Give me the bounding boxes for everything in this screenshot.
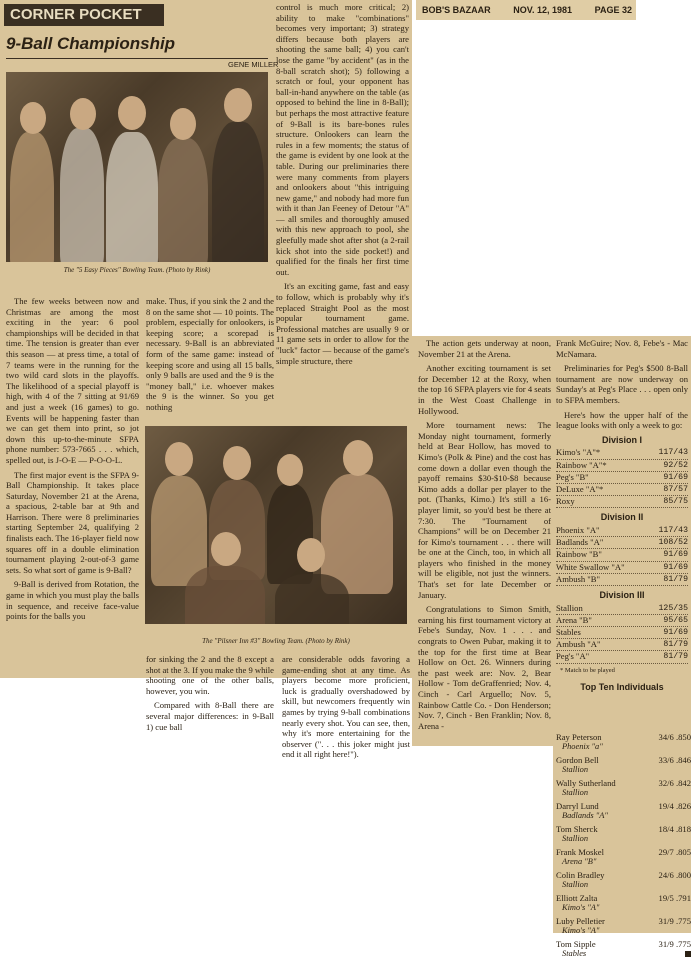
individual-entry [556,939,691,959]
division-1-title: Division I [601,434,642,445]
standings-note: * Match to be played [560,666,615,674]
player-name: Wally Sutherland [556,778,616,788]
bowling-team-photo-1 [6,72,268,262]
paragraph: are considerable odds favoring a game-ending shot at any time. As players become more proficient, luck is gradually overshadowed by skill, but newcomers frequently win games by trying 9-ball combinations nearly every shot. You can see, then, why it's more entertaining for the observer (". . . this joker might just end it all right here!"). [282,654,410,760]
player-team: Phoenix "a" [562,742,603,751]
player-name: Luby Pelletier [556,916,605,926]
player-team: Arena "B" [562,857,597,866]
player-team: Stables [556,949,691,959]
section-kicker: CORNER POCKET [4,4,164,26]
player-stat: 24/6 .800 [658,870,691,880]
player-name: Elliott Zalta [556,893,598,903]
individual-entry [556,870,691,890]
top-ten-title: Top Ten Individuals [580,682,664,693]
player-name: Frank Moskel [556,847,604,857]
player-team: Stallion [562,788,589,797]
paragraph: The action gets underway at noon, November 21 at the Arena. [418,338,551,359]
division-2-title: Division II [600,512,644,523]
article-headline: 9-Ball Championship [6,34,176,53]
individual-entry [556,778,691,798]
player-stat: 31/9 .775 [658,916,691,926]
masthead-date: NOV. 12, 1981 [513,5,572,15]
individual-entry [556,893,691,913]
standings-row: Rainbow "A"* 92/52 [556,460,688,472]
top-ten-list [556,732,691,962]
paragraph: The few weeks between now and Christmas are among the most exciting in the year: 6 pool championships will be decided in that time. The tension is greater than ever this season — at press time, a total of 7 teams were in the running for the two wild card slots in the playoffs. The likelihood of a special playoff is high, with 4 of the 7 sitting at 91/69 and just a week (16 games) to go. Events will be happening faster than we can get them into print, so jot down this up-to-the-minute SFPA phone number: 573-7665 . . . which, spelled out, is J-O-E — P-O-O-L. [6,296,139,465]
individual-entry [556,847,691,867]
player-stat: 19/4 .826 [658,801,691,811]
player-name: Ray Peterson [556,732,602,742]
player-team: Stallion [562,765,589,774]
individual-entry [556,916,691,936]
bowling-team-photo-2 [145,426,407,624]
individual-entry [556,755,691,775]
standings-row: Kimo's "A"* 117/43 [556,447,688,459]
individual-entry [556,801,691,821]
paragraph: 9-Ball is derived from Rotation, the game in which you must play the balls in sequence, and receive face-value points for the balls you [6,579,139,622]
standings-row: DeLuxe "A"* 87/57 [556,484,688,496]
paragraph: Compared with 8-Ball there are several major differences: in 9-Ball 1) cue ball [146,700,274,732]
standings-row: Stallion 125/35 [556,603,688,615]
standings-row: Arena "B" 95/65 [556,615,688,627]
end-mark [685,951,691,957]
standings-row: Peg's "B" 91/69 [556,472,688,484]
standings-row: Peg's "A" 81/79 [556,651,688,663]
player-team: Kimo's "A" [562,903,600,912]
player-team: Badlands "A" [562,811,608,820]
player-stat: 18/4 .818 [658,824,691,834]
standings-row: Ambush "A" 81/79 [556,639,688,651]
article-column-top [276,2,409,370]
standings-row: Roxy 85/75 [556,496,688,508]
article-column-2-continued [146,654,274,933]
individual-entry [556,824,691,844]
paragraph: It's an exciting game, fast and easy to follow, which is probably why it's replaced Straight Pool as the most popular tournament game. Professional matches are usually 9 or 11 game sets in order to allow for the "luck" factor — because of the game's simple structure, there [276,281,409,366]
standings-row: Badlands "A" 108/52 [556,537,688,549]
player-name: Darryl Lund [556,801,599,811]
paragraph: Congratulations to Simon Smith, earning his first tournament victory at Febe's Sunday, Nov. 1 . . . and congrats to Owen Pubar, making it to the top for the first time at Bear Hollow on Oct. 26. Winners during the past week are: Nov. 2, Bear Hollow - Tom deGraffenried; Nov. 4, Cinch - Carl Arguello; Nov. 5, Rainbow Cattle Co. - Don Henderson; Nov. 7, Cinch - Ben Franklin; Nov. 8, Arena - [418,604,551,731]
player-name: Tom Sherck [556,824,598,834]
player-stat: 33/6 .846 [658,755,691,765]
individual-entry [556,732,691,752]
standings-row: Phoenix "A" 117/43 [556,525,688,537]
player-team: Stallion [562,880,589,889]
division-3-title: Division III [599,589,645,600]
player-stat: 19/5 .791 [658,893,691,903]
standings-row: White Swallow "A" 91/69 [556,562,688,574]
article-column-3-continued [282,654,410,764]
standings-table [556,435,688,676]
player-name: Gordon Bell [556,755,599,765]
article-column-1 [6,296,139,626]
headline-rule [6,58,268,59]
paragraph: The first major event is the SFPA 9-Ball Championship. It takes place Saturday, November 21 at the Arena, a spacious, 2-table bar at 9th and Harrison. There were 8 preliminaries starting September 24, qualifying 2 finalists each. The 16-player field now squares off in a double elimination tournament playing 2-out-of-3 game sets. So what sort of game is 9-Ball? [6,469,139,575]
paragraph: More tournament news: The Monday night tournament, formerly held at Bear Hollow, has moved to Kimo's (Polk & Pine) and the cost has come down a dollar even though the payoff remains $30-$10-$8 because Kimo adds a dollar per player to the pot. (Thanks, Kimo.) It's still a 16-player limit, so you'd best be there at 7:30. The "Tournament of Champions" will be on December 21 for Kimo's tournament . . . there will be one at the Cinch, too, in which all players who finished in the money will be eligible, not just the winners. That's set for late December or January. [418,420,551,600]
player-stat: 29/7 .805 [658,847,691,857]
article-column-4 [418,338,551,735]
paragraph: Another exciting tournament is set for December 12 at the Roxy, when the top 16 SFPA players vie for 4 seats in the West Coast Challenge in Hollywood. [418,363,551,416]
photo-1-caption: The "5 Easy Pieces" Bowling Team. (Photo by Rink) [63,266,211,274]
paragraph: Frank McGuire; Nov. 8, Febe's - Mac McNamara. [556,338,688,359]
player-team: Kimo's "A" [562,926,600,935]
paragraph: Here's how the upper half of the league looks with only a week to go: [556,409,688,431]
paragraph: make. Thus, if you sink the 2 and the 8 on the same shot — 10 points. The problem, especially for onlookers, is keeping score; a scorepad is necessary. 9-Ball is an abbreviated form of the same game: instead of keeping score and using all 15 balls, only 9 balls are used and the 9 is the "money ball," i.e. whoever makes the 9 is the winner. So you get nothing [146,296,274,412]
standings-row: Rainbow "B" 91/69 [556,549,688,561]
player-name: Colin Bradley [556,870,605,880]
masthead-page: PAGE 32 [594,5,632,15]
player-team: Stallion [562,834,589,843]
masthead [418,0,636,20]
article-column-2 [146,296,274,417]
masthead-paper: BOB'S BAZAAR [422,5,491,15]
paragraph: for sinking the 2 and the 8 except a shot at the 3. If you make the 9 while shooting one of the other balls, however, you win. [146,654,274,696]
paragraph: Preliminaries for Peg's $500 8-Ball tournament are now underway on Sunday's at Peg's Place . . . open only to SFPA members. [556,363,688,405]
standings-row: Ambush "B" 81/79 [556,574,688,586]
player-stat: 34/6 .850 [658,732,691,742]
photo-2-caption: The "Pilsner Inn #3" Bowling Team. (Photo by Rink) [202,637,350,645]
paragraph: control is much more critical; 2) ability to make "combinations" becomes very important; 3) strategy differs because both players are shooting the same ball; 4) you can't lose the game "by accident" (as in the 8-ball scratch shot); 5) following a scratch or foul, your opponent has ball-in-hand anywhere on the table (as opposed to behind the line in 8-Ball); but perhaps the most attractive feature of 9-Ball is its bare-bones rules structure. Onlookers can learn the rules in a few moments; the status of the game is evident by one look at the table. During our preliminaries there were many comments from players and onlookers about "this intriguing new game," and nobody had more fun with it than Jan Feeney of Detour "A" — all smiles and thoroughly amused with this new approach to pool, she gleefully made shot after shot (a 2-rail kick shot into the side pocket!) and qualified for the finals her first time out. [276,2,409,277]
article-column-5 [556,338,688,697]
byline: GENE MILLER [228,60,279,69]
player-stat: 32/6 .842 [658,778,691,788]
player-stat: 31/9 .775 [658,939,691,949]
standings-row: Stables 91/69 [556,627,688,639]
player-name: Tom Sipple [556,939,596,949]
